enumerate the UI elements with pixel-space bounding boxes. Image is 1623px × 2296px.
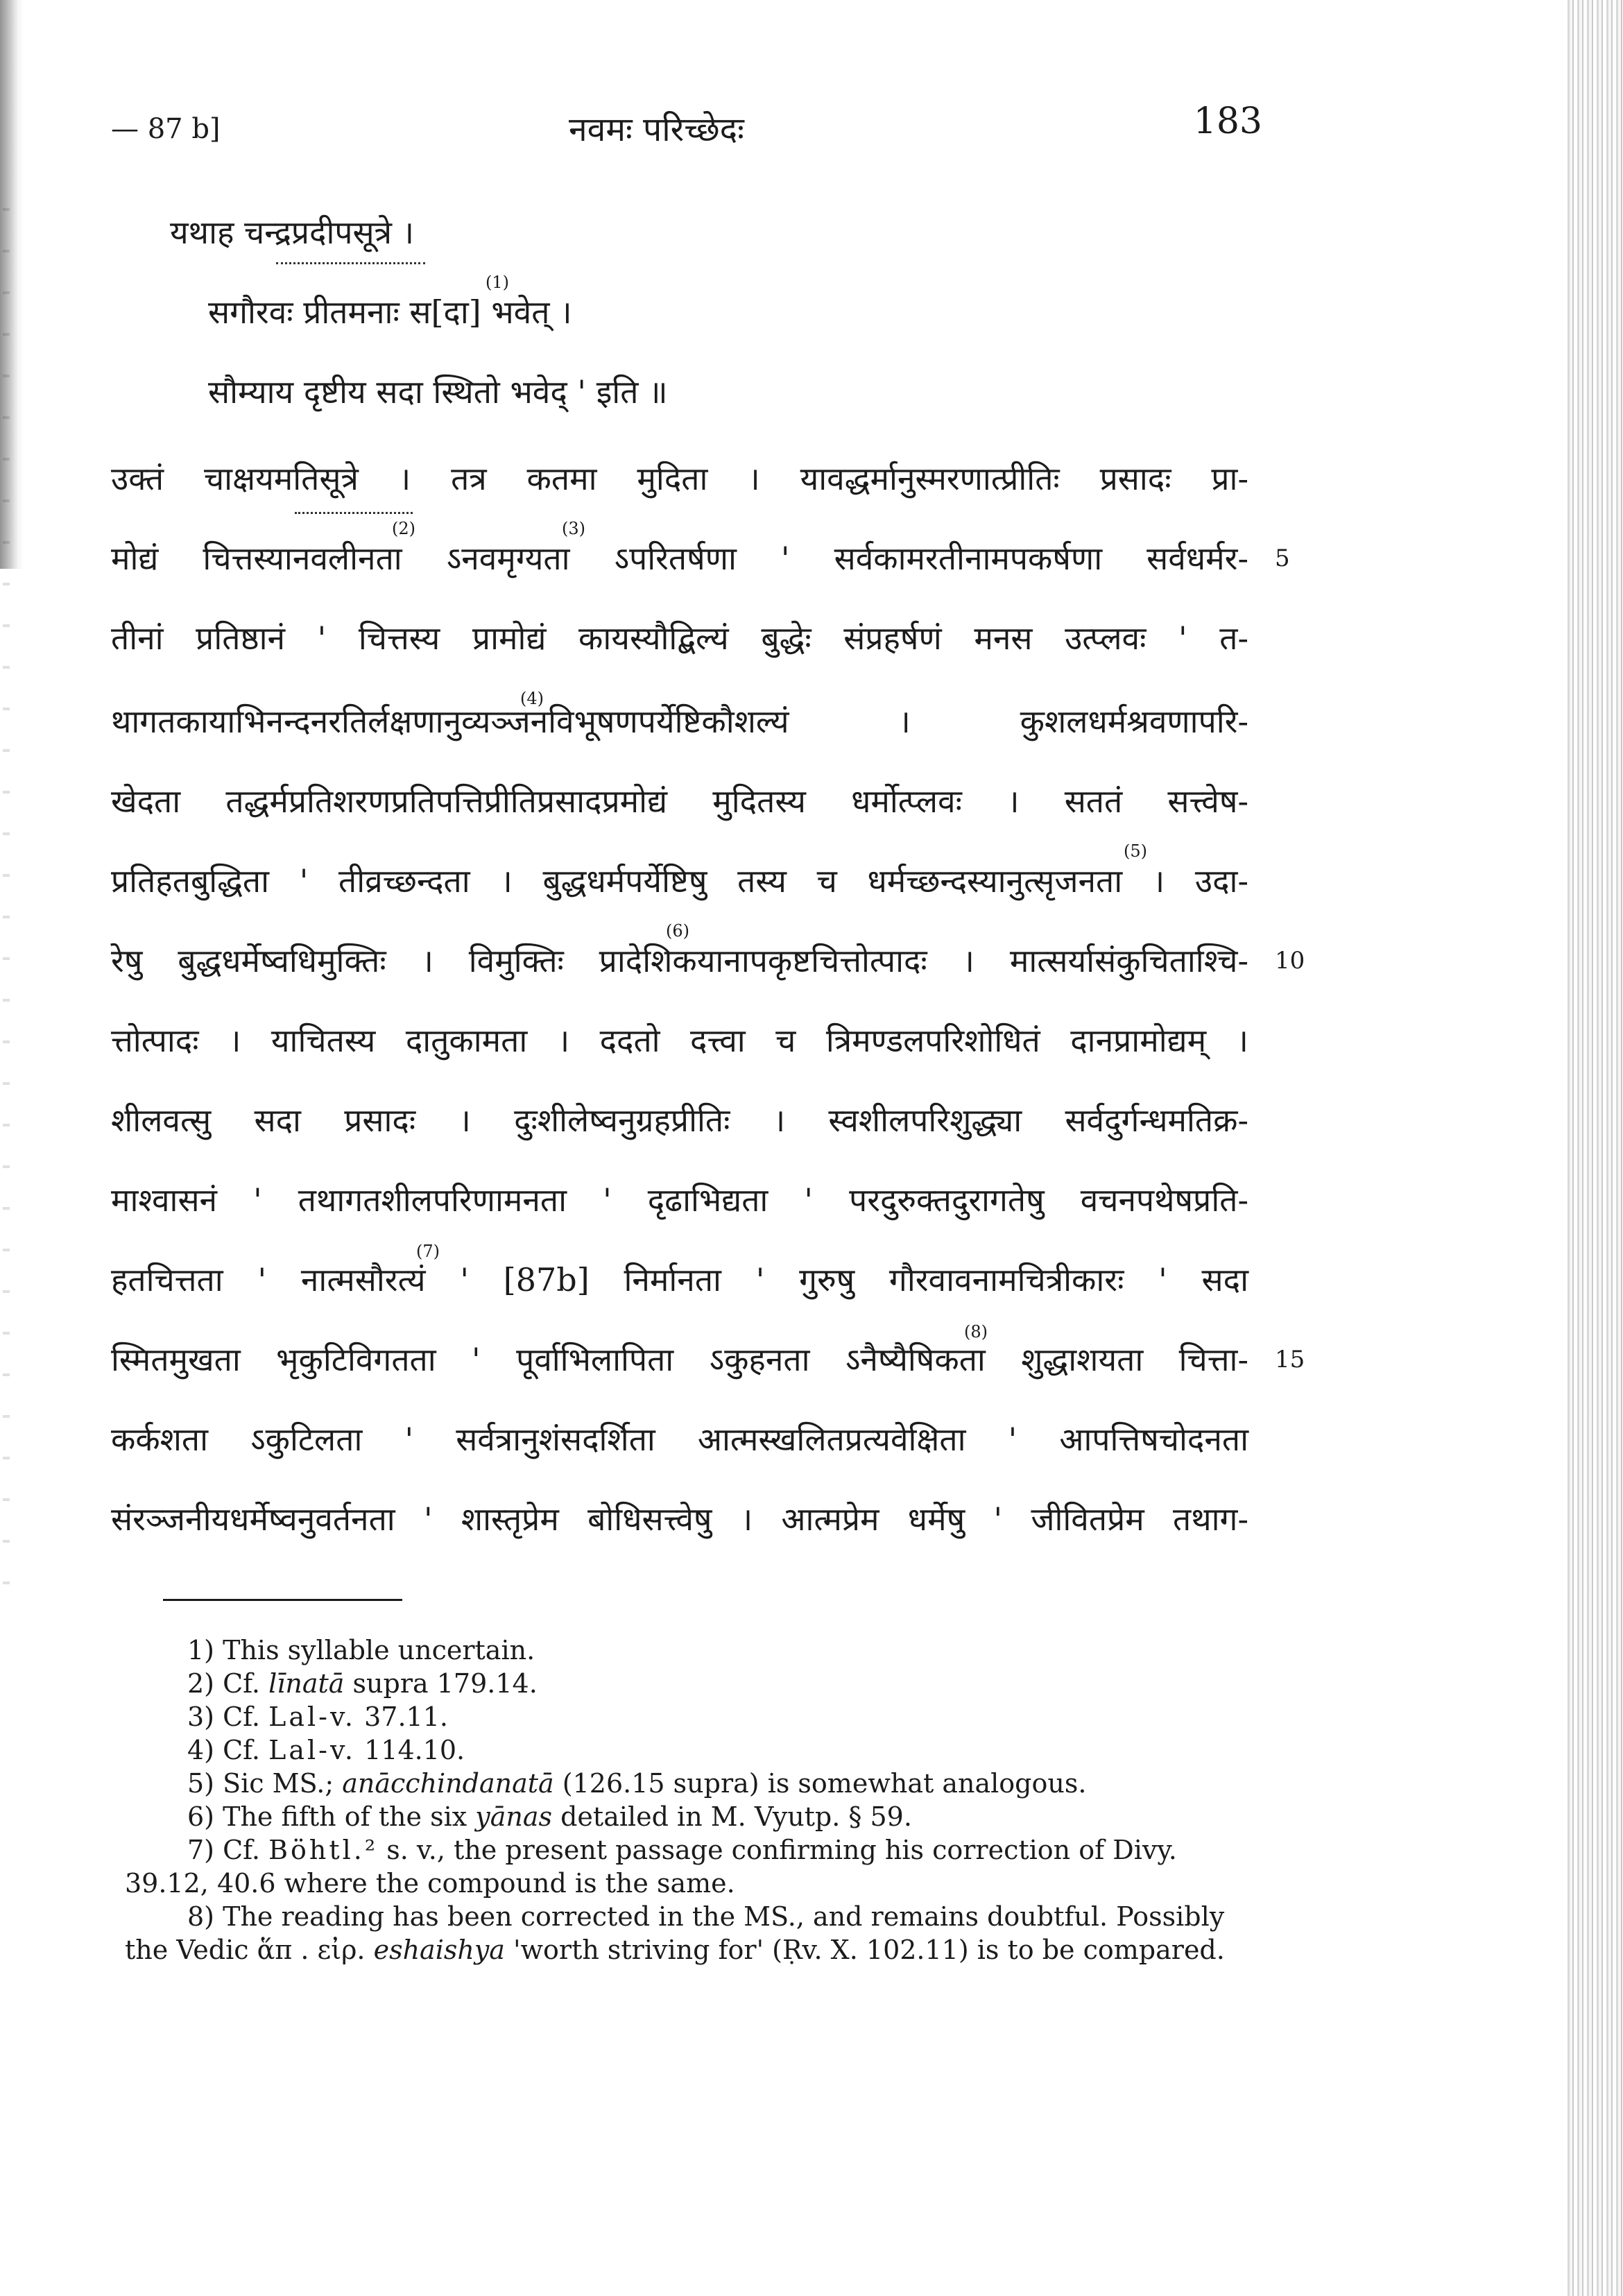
- body-line-8: त्तोत्पादः । याचितस्य दातुकामता । ददतो दत्त्वा च त्रिमण्डलपरिशोधितं दानप्रामोद्यम् ।: [111, 1022, 1248, 1059]
- footnote-marker-1: (1): [486, 273, 509, 292]
- wavy-underline: [295, 512, 413, 514]
- body-line-5: खेदता तद्धर्मप्रतिशरणप्रतिपत्तिप्रीतिप्रसादप्रमोद्यं मुदितस्य धर्मोत्प्लवः । सततं सत्त्वेष-: [111, 782, 1248, 820]
- body-line-11: हतचित्तता ' नात्मसौरत्यं ' [87b] निर्मानता ' गुरुषु गौरवावनामचित्रीकारः ' सदा: [111, 1261, 1248, 1299]
- footnote-marker-8: (8): [964, 1322, 988, 1342]
- footnote-8-continuation: the Vedic ἅπ . εἰρ. eshaishya 'worth striving for' (Ṛv. X. 102.11) is to be compared.: [125, 1935, 1225, 1965]
- page-number: 183: [1193, 101, 1262, 142]
- body-line-13: कर्कशता ऽकुटिलता ' सर्वत्रानुशंसदर्शिता आत्मस्खलितप्रत्यवेक्षिता ' आपत्तिषचोदनता: [111, 1421, 1248, 1458]
- body-line-4: थागतकायाभिनन्दनरतिर्लक्षणानुव्यञ्जनविभूषणपर्येष्टिकौशल्यं । कुशलधर्मश्रवणापरि-: [111, 703, 1248, 740]
- footnotes: [118, 1634, 1269, 1967]
- body-line-1: उक्तं चाक्षयमतिसूत्रे । तत्र कतमा मुदिता । यावद्धर्मानुस्मरणात्प्रीतिः प्रसादः प्रा-: [111, 460, 1248, 497]
- verse-intro: यथाह चन्द्रप्रदीपसूत्रे ।: [170, 214, 415, 251]
- wavy-underline: [276, 262, 425, 264]
- verse-line-1: सगौरवः प्रीतमनाः स[दा] भवेत् ।: [208, 293, 572, 331]
- footnote-rule: [163, 1599, 402, 1601]
- body-line-14: संरञ्जनीयधर्मेष्वनुवर्तनता ' शास्तृप्रेम बोधिसत्त्वेषु । आत्मप्रेम धर्मेषु ' जीवितप्रेम तथाग-: [111, 1500, 1248, 1538]
- folio-reference: — 87 b]: [111, 113, 221, 145]
- footnote-6: 6) The fifth of the six yānas detailed in M. Vyutp. § 59.: [187, 1801, 912, 1832]
- line-number-10: 10: [1275, 947, 1305, 975]
- body-line-10: माश्वासनं ' तथागतशीलपरिणामनता ' दृढाभिद्यता ' परदुरुक्तदुरागतेषु वचनपथेषप्रति-: [111, 1181, 1248, 1219]
- footnote-5: 5) Sic MS.; anācchindanatā (126.15 supra) is somewhat analogous.: [187, 1768, 1087, 1799]
- adjacent-page-edge: [1568, 0, 1623, 2296]
- chapter-title: नवमः परिच्छेदः: [569, 110, 744, 149]
- verse-line-2: सौम्याय दृष्टीय सदा स्थितो भवेद् ' इति ॥: [208, 373, 668, 411]
- footnote-7-continuation: 39.12, 40.6 where the compound is the same.: [125, 1868, 735, 1899]
- binding-marks: [3, 208, 10, 1595]
- footnote-4: 4) Cf. Lal-v. 114.10.: [187, 1735, 465, 1765]
- body-line-12: स्मितमुखता भृकुटिविगतता ' पूर्वाभिलापिता ऽकुहनता ऽनैष्यैषिकता शुद्धाशयता चित्ता-: [111, 1341, 1248, 1378]
- footnote-marker-3: (3): [562, 519, 585, 538]
- footnote-marker-6: (6): [666, 921, 689, 941]
- body-line-3: तीनां प्रतिष्ठानं ' चित्तस्य प्रामोद्यं कायस्यौद्बिल्यं बुद्धेः संप्रहर्षणं मनस उत्प्लवः ' त-: [111, 619, 1248, 657]
- line-number-15: 15: [1275, 1346, 1305, 1373]
- footnote-2: 2) Cf. līnatā supra 179.14.: [187, 1668, 538, 1699]
- footnote-7: 7) Cf. Böhtl.² s. v., the present passage confirming his correction of Divy.: [187, 1835, 1177, 1865]
- footnote-marker-2: (2): [392, 519, 415, 538]
- footnote-1: 1) This syllable uncertain.: [187, 1635, 535, 1665]
- footnote-marker-7: (7): [416, 1242, 440, 1261]
- body-line-6: प्रतिहतबुद्धिता ' तीव्रच्छन्दता । बुद्धधर्मपर्येष्टिषु तस्य च धर्मच्छन्दस्यानुत्सृजनता । उदा-: [111, 862, 1248, 900]
- body-line-2: मोद्यं चित्तस्यानवलीनता ऽनवमृग्यता ऽपरितर्षणा ' सर्वकामरतीनामपकर्षणा सर्वधर्मर-: [111, 540, 1248, 577]
- footnote-marker-5: (5): [1124, 841, 1147, 861]
- running-head: [111, 101, 1262, 156]
- footnote-marker-4: (4): [520, 689, 544, 708]
- body-line-9: शीलवत्सु सदा प्रसादः । दुःशीलेष्वनुग्रहप्रीतिः । स्वशीलपरिशुद्ध्या सर्वदुर्गन्धमतिक्र-: [111, 1102, 1248, 1139]
- footnote-3: 3) Cf. Lal-v. 37.11.: [187, 1702, 448, 1732]
- line-number-5: 5: [1275, 545, 1290, 572]
- body-line-7: रेषु बुद्धधर्मेष्वधिमुक्तिः । विमुक्तिः प्रादेशिकयानापकृष्टचित्तोत्पादः । मात्सर्यासंकुचिताश्चि-: [111, 942, 1248, 979]
- footnote-8: 8) The reading has been corrected in the MS., and remains doubtful. Possibly: [187, 1901, 1225, 1932]
